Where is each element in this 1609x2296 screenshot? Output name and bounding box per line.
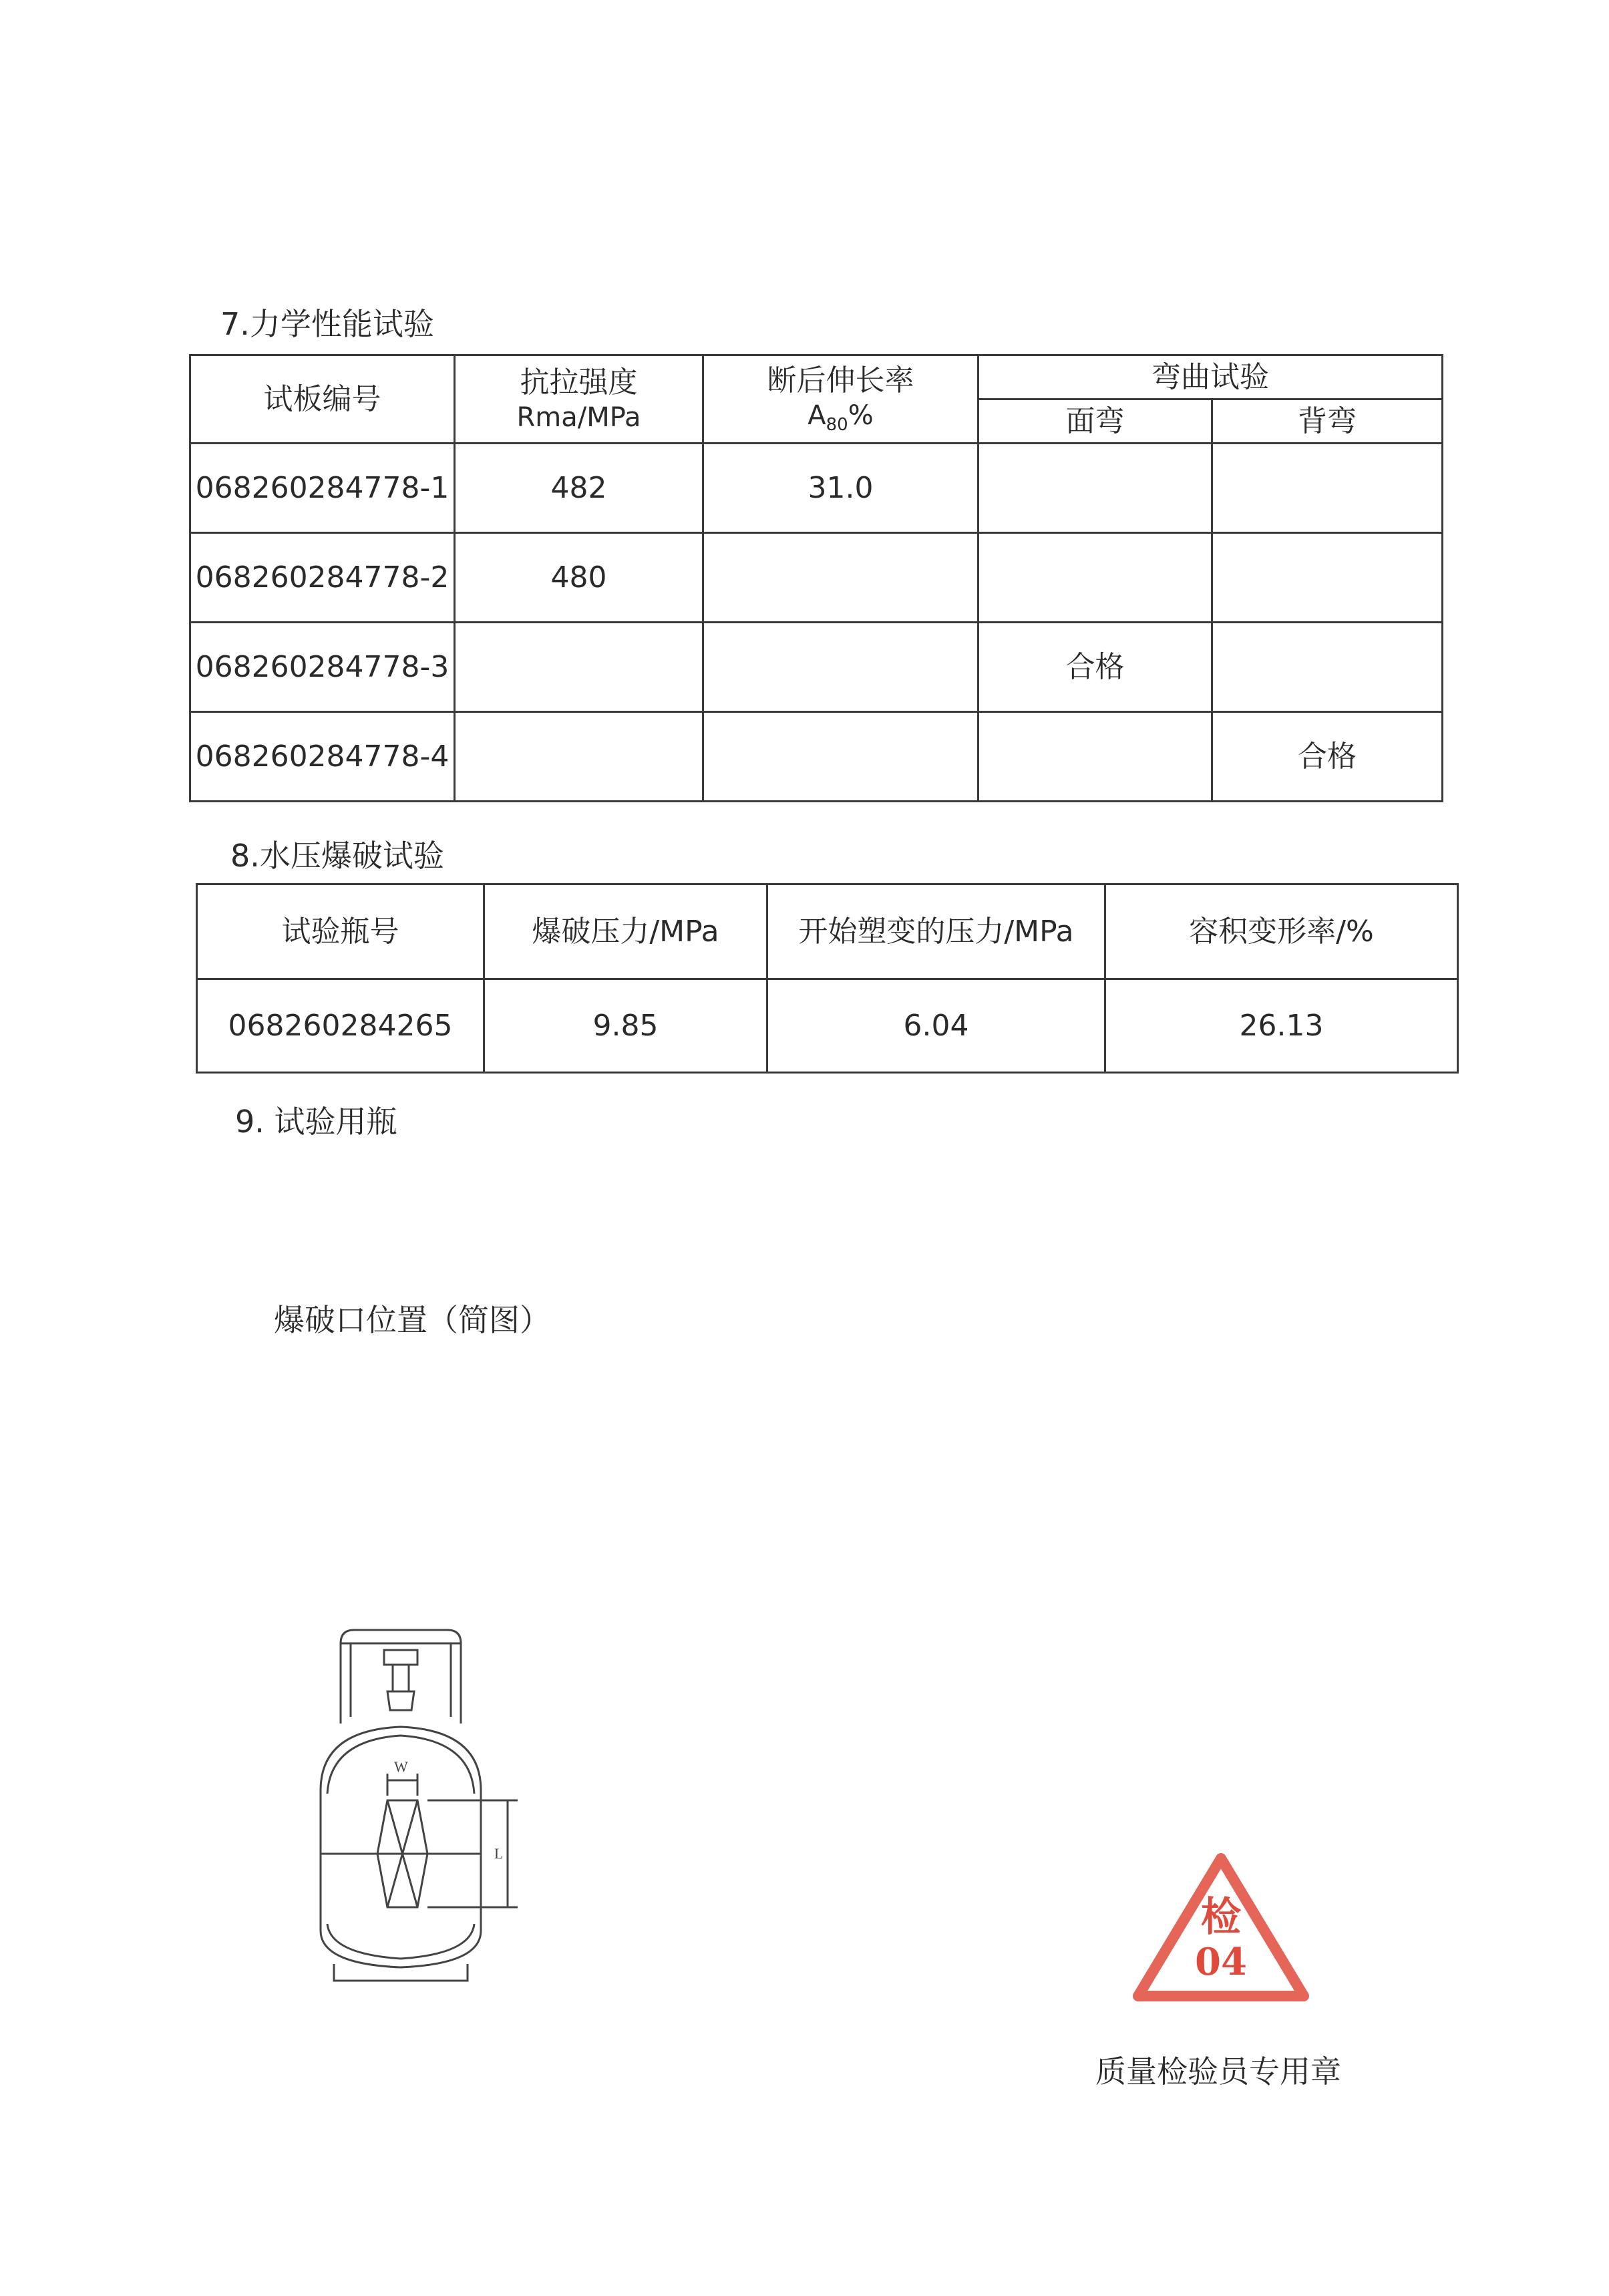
cell-elongation: [703, 712, 978, 802]
cell-tensile: [455, 623, 703, 712]
cell-tensile: 480: [455, 533, 703, 623]
cell-burst-pressure: 9.85: [484, 979, 767, 1073]
section7-title: 7.力学性能试验: [220, 306, 434, 342]
table-row: [190, 712, 1443, 802]
header-elongation-label: 断后伸长率: [767, 363, 914, 398]
inspector-stamp: [1122, 1850, 1322, 2011]
diagram-caption: 爆破口位置（简图）: [274, 1302, 550, 1338]
cell-volume-deform: 26.13: [1105, 979, 1458, 1073]
header-burst-pressure: 爆破压力/MPa: [484, 884, 767, 979]
stamp-line2: 04: [1195, 1940, 1247, 1984]
cell-plate-no: 068260284778-3: [190, 623, 455, 712]
header-elongation-unit: [704, 399, 977, 436]
cell-elongation: [703, 623, 978, 712]
cell-back-bend: [1212, 444, 1443, 533]
header-volume-deform: 容积变形率/%: [1105, 884, 1458, 979]
table-row: [190, 623, 1443, 712]
cell-plate-no: 068260284778-1: [190, 444, 455, 533]
elongation-unit-main: A: [808, 400, 826, 432]
cell-face-bend: [978, 712, 1212, 802]
table-row: [190, 444, 1443, 533]
header-back-bend: 背弯: [1212, 399, 1443, 444]
cell-elongation: [703, 533, 978, 623]
burst-test-table: [196, 883, 1459, 1074]
header-plate-no: 试板编号: [190, 355, 455, 444]
cell-bottle-no: 068260284265: [197, 979, 484, 1073]
cell-plate-no: 068260284778-2: [190, 533, 455, 623]
cell-tensile: 482: [455, 444, 703, 533]
stamp-line1: 检: [1201, 1894, 1241, 1941]
table-row: [197, 979, 1458, 1073]
header-face-bend: 面弯: [978, 399, 1212, 444]
cell-yield-pressure: 6.04: [767, 979, 1105, 1073]
dimension-w-label: W: [394, 1758, 408, 1775]
cell-back-bend: 合格: [1212, 712, 1443, 802]
header-tensile-unit: Rma/MPa: [516, 402, 641, 433]
cell-back-bend: [1212, 623, 1443, 712]
cell-tensile: [455, 712, 703, 802]
cell-face-bend: 合格: [978, 623, 1212, 712]
header-tensile-label: 抗拉强度: [520, 365, 638, 399]
elongation-unit-sub: 80: [826, 415, 848, 436]
cell-face-bend: [978, 444, 1212, 533]
section8-title: 8.水压爆破试验: [230, 838, 444, 874]
elongation-unit-pct: %: [848, 400, 874, 432]
section9-title: 9. 试验用瓶: [235, 1104, 397, 1140]
dimension-l-label: L: [494, 1845, 504, 1862]
mechanical-test-table: [189, 354, 1443, 802]
header-bend: 弯曲试验: [978, 355, 1443, 399]
header-tensile: [455, 355, 703, 444]
cell-back-bend: [1212, 533, 1443, 623]
header-elongation: [703, 355, 978, 444]
header-yield-pressure: 开始塑变的压力/MPa: [767, 884, 1105, 979]
cell-plate-no: 068260284778-4: [190, 712, 455, 802]
header-bottle-no: 试验瓶号: [197, 884, 484, 979]
cylinder-diagram: [294, 1617, 548, 1991]
table-row: [190, 533, 1443, 623]
stamp-caption: 质量检验员专用章: [1095, 2054, 1341, 2090]
cell-elongation: 31.0: [703, 444, 978, 533]
cell-face-bend: [978, 533, 1212, 623]
